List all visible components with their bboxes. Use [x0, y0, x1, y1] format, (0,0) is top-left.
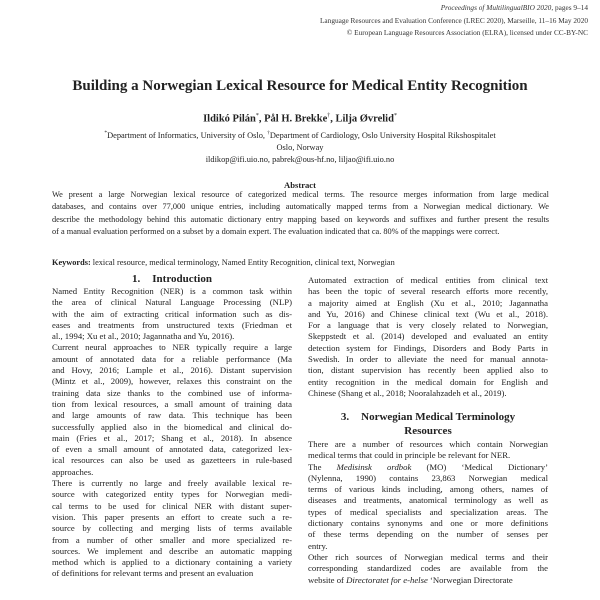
text-segment: diseases and treatments, anatomical terminology as well as [308, 495, 548, 506]
text-line [52, 376, 292, 387]
text-line [52, 444, 292, 455]
text-segment: of a manual evaluation performed on a subset by a domain expert. The evaluation indicated that ca. 80% of the mappings were correct. [52, 226, 500, 236]
affiliation-mark: * [104, 130, 108, 136]
text-line [308, 484, 548, 495]
text-line [52, 388, 292, 399]
text-segment: source with categorized entity types for Norwegian medi- [52, 489, 292, 500]
text-line [308, 473, 548, 484]
text-segment: amount of annotated data for a reliable performance (Ma [52, 353, 292, 364]
text-segment: types of medical specialists and specialization areas. The [308, 506, 548, 517]
keywords [52, 258, 395, 267]
text-line [52, 342, 292, 353]
paragraph [308, 462, 548, 552]
author-mark: * [393, 113, 397, 119]
text-line [52, 546, 292, 557]
text-segment: eases and treatments from unstructured texts (Friedman et [52, 319, 292, 330]
text-segment: corresponding standardized codes are available from the [308, 563, 548, 574]
text-segment: with the aim of extracting critical information such as dis- [52, 308, 292, 319]
text-line [308, 541, 548, 552]
text-segment: terms of various kinds including, among others, names of [308, 484, 548, 495]
text-segment: Skeppstedt et al. (2014) developed and evaluated an entity [308, 331, 548, 342]
text-line [308, 507, 548, 518]
text-segment: describe the methodology behind this automatic dictionary entry mapping based on keywords and suffixes and further present the results [52, 214, 549, 224]
text-segment: successfully applied also in the biomedical and clinical do- [52, 421, 292, 432]
text-segment: website of [308, 574, 347, 585]
text-segment: Current neural approaches to NER typically require a large [52, 342, 292, 353]
proceedings-pages: , pages 9–14 [551, 3, 588, 12]
license-line: © European Language Resources Association (ELRA), licensed under CC-BY-NC [346, 28, 588, 37]
text-segment: and large amounts of raw data. This technique has been [52, 410, 292, 421]
author-name: Ildikó Pilán [203, 113, 256, 125]
paper-title: Building a Norwegian Lexical Resource for Medical Entity Recognition [72, 78, 528, 94]
text-line [52, 422, 292, 433]
author-mark: * [255, 113, 259, 119]
paragraph [52, 286, 292, 342]
text-segment: We present a large Norwegian lexical resource of categorized medical terms. The resource merges information from large medical [52, 190, 549, 199]
text-line [52, 331, 292, 342]
text-segment: the area of clinical Natural Language Processing (NLP) [52, 297, 292, 308]
text-line [308, 462, 548, 473]
text-segment: vision. This paper presents an effort to create such a re- [52, 511, 292, 522]
text-line [308, 286, 548, 297]
italic-text: Directoratet for e-helse [346, 574, 428, 585]
right-column-bottom [308, 439, 548, 586]
text-segment: detection system for Findings, Disorders and Body Parts in [308, 342, 548, 353]
text-line [52, 399, 292, 410]
text-segment: Swedish. In order to alleviate the need for manual annota- [308, 354, 548, 365]
text-line [52, 286, 292, 297]
text-line [52, 478, 292, 489]
text-line [52, 214, 549, 226]
text-line [308, 563, 548, 574]
text-line [52, 189, 549, 201]
text-segment: dictionary contains synonyms and one or more definitions [308, 518, 548, 529]
paragraph [308, 552, 548, 586]
affiliations [0, 127, 600, 166]
text-segment: sources. We implement and describe an automatic mapping [52, 545, 292, 556]
text-segment: and Yu, 2016) and Chinese clinical text (Wu et al., 2018). [308, 308, 548, 319]
proceedings-name: Proceedings of MultilingualBIO 2020 [440, 3, 552, 12]
text-line [308, 309, 548, 320]
text-line [308, 518, 548, 529]
section-number: 3. [340, 411, 350, 423]
text-line [52, 226, 549, 238]
text-line [52, 410, 292, 421]
text-line [308, 320, 548, 331]
text-line [308, 552, 548, 563]
text-segment: has been the topic of several research efforts more recently, [308, 286, 548, 297]
text-segment: databases, and contains over 77,000 unique entries, including automatically mapped terms from a Norwegian medical dictionary. We [52, 202, 549, 212]
text-line [52, 557, 292, 568]
text-line [308, 495, 548, 506]
paragraph [308, 439, 548, 462]
text-segment: ‘Norwegian Directorate [427, 574, 513, 585]
text-segment: tion, distant supervision has recently been applied also to [308, 365, 548, 376]
text-segment: from a number of other smaller and more specialized re- [52, 534, 292, 545]
text-line [52, 433, 292, 444]
text-segment: source by collecting and merging lists of terms available [52, 523, 292, 534]
text-line [308, 450, 548, 461]
left-column [52, 286, 292, 580]
author-name: Pål H. Brekke [264, 113, 328, 125]
text-line [52, 201, 549, 213]
text-line [308, 343, 548, 354]
text-line [52, 309, 292, 320]
text-segment: There are a number of resources which contain Norwegian [308, 439, 548, 449]
affiliation-1: Department of Informatics, University of Oslo, [107, 130, 268, 140]
text-segment: (MO) ‘Medical Dictionary’ [411, 461, 548, 472]
text-segment: of these terms depending on the number of senses per [308, 529, 548, 540]
text-line [52, 467, 292, 478]
conference-line: Language Resources and Evaluation Conference (LREC 2020), Marseille, 11–16 May 2020 [319, 15, 588, 25]
text-segment: of even a small amount of annotated data, categorized lex- [52, 444, 292, 455]
abstract-body [52, 189, 549, 238]
text-segment: Automated extraction of medical entities from clinical text [308, 275, 548, 285]
author-list: Ildikó Pilán*, Pål H. Brekke†, Lilja Øvrelid* [203, 113, 397, 125]
section-title: Introduction [152, 273, 212, 285]
section-heading-introduction [52, 272, 292, 286]
text-segment: a majority aimed at English (Xu et al., 2010; Jagannatha [308, 297, 548, 308]
text-line [52, 455, 292, 466]
text-line [52, 365, 292, 376]
text-segment: ical resources can also be used as gazetteers in rule-based [52, 455, 292, 466]
text-line [308, 377, 548, 388]
text-line [308, 354, 548, 365]
text-segment: tion from lexical resources, a small amount of training data [52, 398, 292, 409]
affiliation-city: Oslo, Norway [276, 142, 324, 152]
text-line [308, 331, 548, 342]
text-segment: Other rich sources of Norwegian medical terms and their [308, 551, 548, 562]
abstract-heading: Abstract [284, 180, 316, 190]
text-line [52, 354, 292, 365]
paragraph [52, 342, 292, 478]
text-segment: The [308, 461, 337, 472]
text-segment: and Hovy, 2016; Lample et al., 2016). Distant supervision [52, 365, 292, 376]
text-segment: main (Fries et al., 2017; Shang et al., 2018). In absence [52, 432, 292, 443]
text-segment: entity recognition in the medical domain for English and [308, 376, 548, 387]
text-segment: For a language that is very closely related to Norwegian, [308, 320, 548, 331]
text-segment: Named Entity Recognition (NER) is a common task within [52, 286, 292, 296]
text-line [308, 575, 548, 586]
affiliation-2: Department of Cardiology, Oslo University Hospital Rikshospitalet [269, 130, 496, 140]
author-mark: † [327, 113, 331, 119]
text-segment: cal terms to be used for clinical NER with distant super- [52, 500, 292, 511]
paragraph [308, 275, 548, 399]
section-title-cont: Resources [404, 425, 452, 437]
text-line [52, 568, 292, 579]
section-number: 1. [132, 273, 141, 285]
text-line [308, 298, 548, 309]
affiliation-mark: † [267, 130, 270, 136]
text-segment: approaches. [52, 466, 94, 477]
text-segment: method which is applied to a dictionary containing a variety [52, 557, 292, 568]
text-segment: of definitions for relevant terms and present an evaluation [52, 568, 254, 579]
text-line [308, 365, 548, 376]
keywords-label: Keywords: [52, 258, 91, 267]
author-emails: ildikop@ifi.uio.no, pabrek@ous-hf.no, liljao@ifi.uio.no [205, 154, 395, 164]
text-line [308, 275, 548, 286]
text-segment: Chinese (Shang et al., 2018; Nooralahzadeh et al., 2019). [308, 387, 507, 398]
text-line [52, 535, 292, 546]
text-line [52, 512, 292, 523]
keywords-text: lexical resource, medical terminology, Named Entity Recognition, clinical text, Norwegian [90, 258, 395, 267]
text-line [52, 297, 292, 308]
text-line [52, 523, 292, 534]
text-segment: (Mintz et al., 2009), however, relaxes this constraint on the [52, 376, 292, 387]
text-line [52, 320, 292, 331]
section-title: Norwegian Medical Terminology [361, 411, 516, 423]
text-segment: al., 1994; Xu et al., 2010; Jagannatha and Yu, 2016). [52, 331, 235, 342]
section-heading-resources [308, 410, 548, 438]
text-line [52, 501, 292, 512]
text-segment: (Nylenna, 1990) contains 23,863 Norwegian medical [308, 472, 548, 483]
text-line [308, 439, 548, 450]
text-segment: training data size thanks to the combined use of informa- [52, 387, 292, 398]
proceedings-header [320, 2, 588, 40]
author-name: Lilja Øvrelid [335, 113, 394, 125]
text-segment: entry. [308, 540, 328, 551]
text-segment: There is currently no large and freely available lexical re- [52, 478, 292, 489]
text-line [308, 529, 548, 540]
text-segment: medical terms that could in principle be relevant for NER. [308, 450, 511, 461]
text-line [308, 388, 548, 399]
italic-text: Medisinsk ordbok [336, 461, 412, 472]
paragraph [52, 478, 292, 580]
right-column-top [308, 275, 548, 399]
text-line [52, 489, 292, 500]
